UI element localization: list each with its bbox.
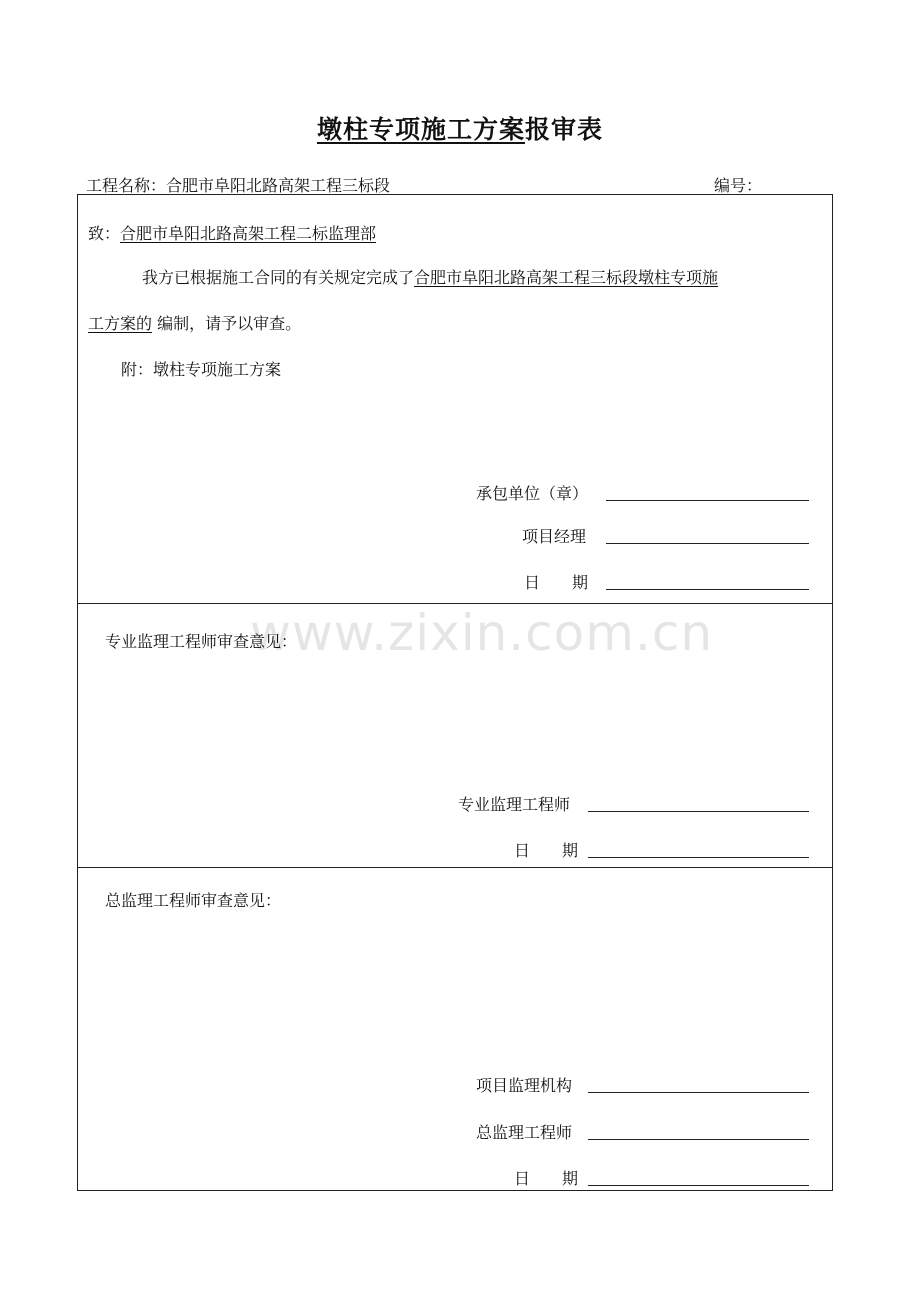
- submission-text-line1: [142, 265, 718, 288]
- watermark: www.zixin.com.cn: [250, 604, 714, 662]
- project-name: 工程名称：合肥市阜阳北路高架工程三标段: [86, 176, 391, 195]
- supervision-org-signature-line[interactable]: [588, 1092, 809, 1093]
- engineer-review-heading: 专业监理工程师审查意见：: [105, 632, 298, 651]
- attachment: 附：墩柱专项施工方案: [121, 360, 282, 379]
- title-main: 墩柱专项施工方案: [316, 115, 525, 144]
- addressee-prefix: 致：: [88, 224, 121, 243]
- engineer-label: 专业监理工程师: [458, 795, 571, 814]
- engineer-date-label: 日 期: [514, 841, 579, 860]
- chief-review-heading: 总监理工程师审查意见：: [105, 891, 282, 910]
- page-title: [0, 110, 920, 146]
- chief-date-label: 日 期: [514, 1169, 579, 1188]
- body-prefix: 我方已根据施工合同的有关规定完成了: [142, 268, 415, 287]
- chief-review-section: [78, 868, 832, 1192]
- supervision-org-label: 项目监理机构: [476, 1076, 573, 1095]
- chief-date-line[interactable]: [588, 1185, 809, 1186]
- title-suffix: 报审表: [525, 115, 604, 144]
- submission-section: [78, 195, 832, 604]
- document-name-line2: 工方案的: [88, 314, 153, 333]
- engineer-date-line[interactable]: [588, 857, 809, 858]
- date-label: 日 期: [524, 573, 589, 592]
- contractor-label: 承包单位（章）: [476, 484, 589, 503]
- manager-label: 项目经理: [522, 527, 587, 546]
- chief-engineer-label: 总监理工程师: [476, 1123, 573, 1142]
- contractor-signature-line[interactable]: [606, 500, 809, 501]
- chief-engineer-signature-line[interactable]: [588, 1139, 809, 1140]
- engineer-signature-line[interactable]: [588, 811, 809, 812]
- document-name-line1: 合肥市阜阳北路高架工程三标段墩柱专项施: [414, 268, 719, 287]
- addressee: [88, 221, 376, 244]
- date-line[interactable]: [606, 589, 809, 590]
- document-number: 编号：: [714, 176, 763, 195]
- approval-form-table: [77, 194, 833, 1191]
- manager-signature-line[interactable]: [606, 543, 809, 544]
- submission-text-line2: [88, 311, 301, 334]
- addressee-org: 合肥市阜阳北路高架工程二标监理部: [120, 224, 377, 243]
- body-suffix: 编制，请予以审查。: [152, 314, 302, 333]
